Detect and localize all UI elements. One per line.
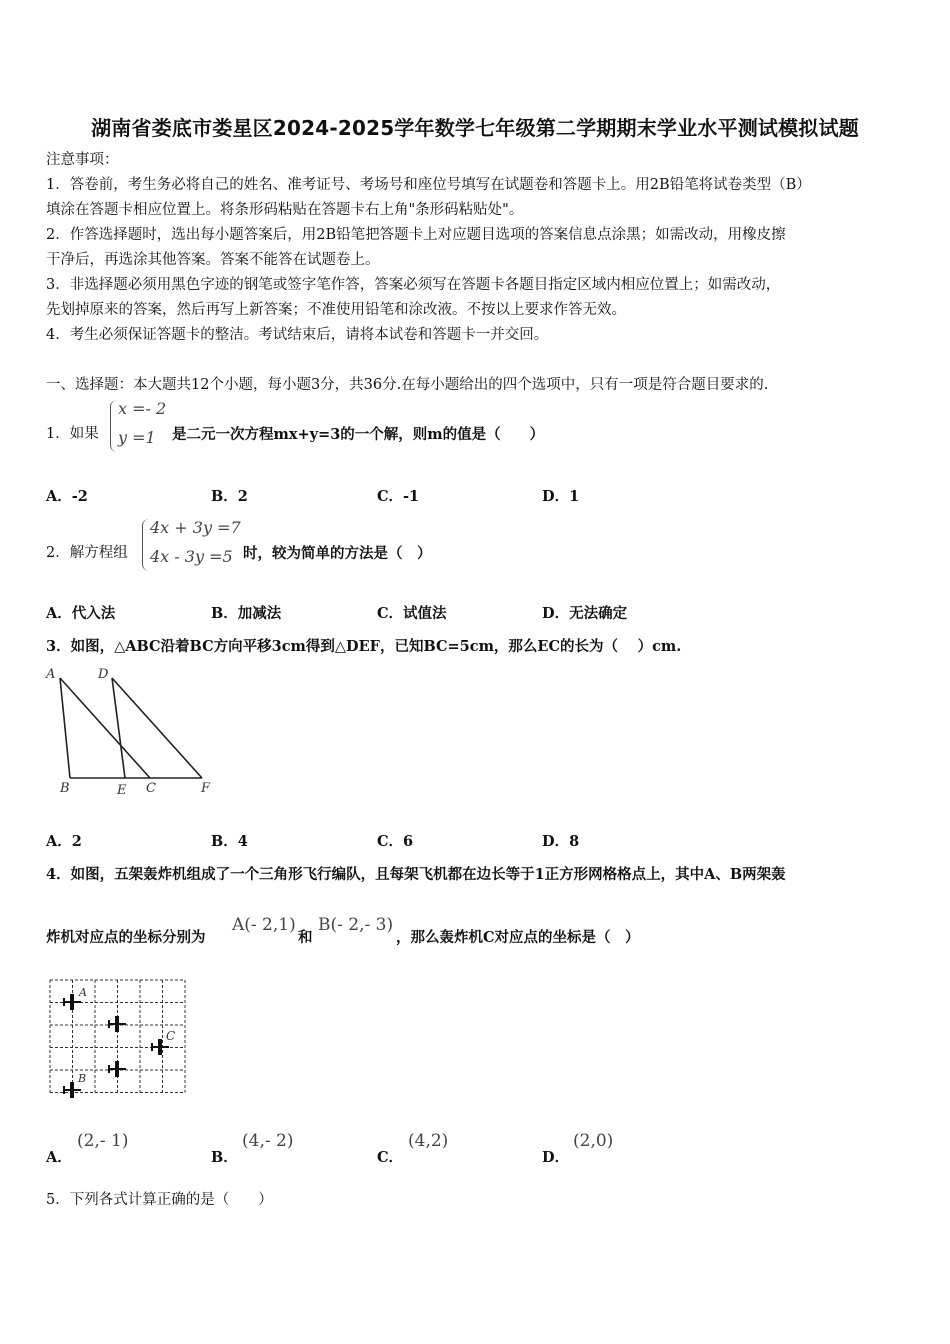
q5-text: 5．下列各式计算正确的是（ ） <box>46 1192 273 1208</box>
label-a: A <box>79 986 87 999</box>
q3-option-c[interactable]: C．6 <box>377 833 414 850</box>
section-heading: 一、选择题：本大题共12个小题，每小题3分，共36分.在每小题给出的四个选项中，只有一项是符合题目要求的. <box>46 377 769 393</box>
page-title: 湖南省娄底市娄星区2024-2025学年数学七年级第二学期期末学业水平测试模拟试题 <box>91 116 859 140</box>
edge-de <box>112 678 125 778</box>
q4-option-b-value: (4,- 2) <box>242 1131 294 1151</box>
label-d: D <box>98 667 109 682</box>
label-f: F <box>201 781 211 796</box>
q1-eq1: x =- 2 <box>118 399 167 418</box>
q3-option-d[interactable]: D．8 <box>542 833 580 850</box>
notice-line: 2．作答选择题时，选出每小题答案后，用2B铅笔把答题卡上对应题目选项的答案信息点涂黑；如需改动，用橡皮擦 <box>46 227 786 243</box>
notice-line: 填涂在答题卡相应位置上。将条形码粘贴在答题卡右上角"条形码粘贴处"。 <box>46 202 524 218</box>
q2-text: 时，较为简单的方法是（ ） <box>243 545 432 562</box>
q4-option-c-letter[interactable]: C． <box>377 1149 404 1166</box>
q3-text: 3．如图，△ABC沿着BC方向平移3cm得到△DEF，已知BC=5cm，那么EC的长为（ ）cm. <box>46 638 682 655</box>
q1-eq2: y =1 <box>118 428 156 447</box>
q4-and: 和 <box>298 929 313 946</box>
label-b: B <box>60 781 70 796</box>
q4-grid-figure <box>46 972 196 1100</box>
plane-icon <box>108 1061 126 1077</box>
notice-line: 先划掉原来的答案，然后再写上新答案；不准使用铅笔和涂改液。不按以上要求作答无效。 <box>46 302 626 318</box>
notice-line: 3．非选择题必须用黑色字迹的钢笔或签字笔作答，答案必须写在答题卡各题目指定区域内相应位置上；如需改动， <box>46 277 781 293</box>
q1-text: 是二元一次方程mx+y=3的一个解，则m的值是（ ） <box>172 426 545 443</box>
label-e: E <box>117 783 127 798</box>
q4-line1: 4．如图，五架轰炸机组成了一个三角形飞行编队，且每架飞机都在边长等于1正方形网格格点上，其中A、B两架轰 <box>46 866 786 883</box>
q4-option-c-value: (4,2) <box>408 1131 449 1151</box>
q2-eq2: 4x - 3y =5 <box>150 547 233 566</box>
label-c: C <box>146 781 156 796</box>
notice-line: 干净后，再选涂其他答案。答案不能答在试题卷上。 <box>46 252 380 268</box>
q4-option-a-letter[interactable]: A． <box>46 1149 72 1166</box>
edge-ab <box>60 678 70 778</box>
label-a: A <box>46 667 56 682</box>
q1-option-a[interactable]: A．-2 <box>46 488 88 505</box>
q2-option-b[interactable]: B．加减法 <box>211 605 282 622</box>
q4-option-d-letter[interactable]: D． <box>542 1149 570 1166</box>
q2-option-d[interactable]: D．无法确定 <box>542 605 628 622</box>
plane-icon <box>108 1016 126 1032</box>
edge-ac <box>60 678 150 778</box>
q3-triangle-figure <box>40 660 225 800</box>
notice-heading: 注意事项： <box>46 152 119 168</box>
edge-df <box>112 678 202 778</box>
q3-option-a[interactable]: A．2 <box>46 833 82 850</box>
q4-coord-a: A(- 2,1) <box>232 915 296 935</box>
notice-line: 4．考生必须保证答题卡的整洁。考试结束后，请将本试卷和答题卡一并交回。 <box>46 327 549 343</box>
label-b: B <box>78 1072 87 1085</box>
q3-option-b[interactable]: B．4 <box>211 833 248 850</box>
q4-line2-b: ，那么轰炸机C对应点的坐标是（ ） <box>396 929 640 946</box>
q1-option-c[interactable]: C．-1 <box>377 488 420 505</box>
q2-option-c[interactable]: C．试值法 <box>377 605 447 622</box>
q4-option-b-letter[interactable]: B． <box>211 1149 238 1166</box>
q1-option-d[interactable]: D．1 <box>542 488 580 505</box>
q2-prefix: 2．解方程组 <box>46 545 128 561</box>
notice-line: 1．答卷前，考生务必将自己的姓名、准考证号、考场号和座位号填写在试题卷和答题卡上。用2B铅笔将试卷类型（B） <box>46 177 811 193</box>
q2-option-a[interactable]: A．代入法 <box>46 605 116 622</box>
q1-option-b[interactable]: B．2 <box>211 488 248 505</box>
q4-option-d-value: (2,0) <box>573 1131 614 1151</box>
q4-coord-b: B(- 2,- 3) <box>318 915 394 935</box>
q2-eq1: 4x + 3y =7 <box>150 518 241 537</box>
q1-prefix: 1．如果 <box>46 426 99 442</box>
label-c: C <box>166 1029 176 1043</box>
q4-line2-a: 炸机对应点的坐标分别为 <box>46 929 206 946</box>
q4-option-a-value: (2,- 1) <box>77 1131 129 1151</box>
